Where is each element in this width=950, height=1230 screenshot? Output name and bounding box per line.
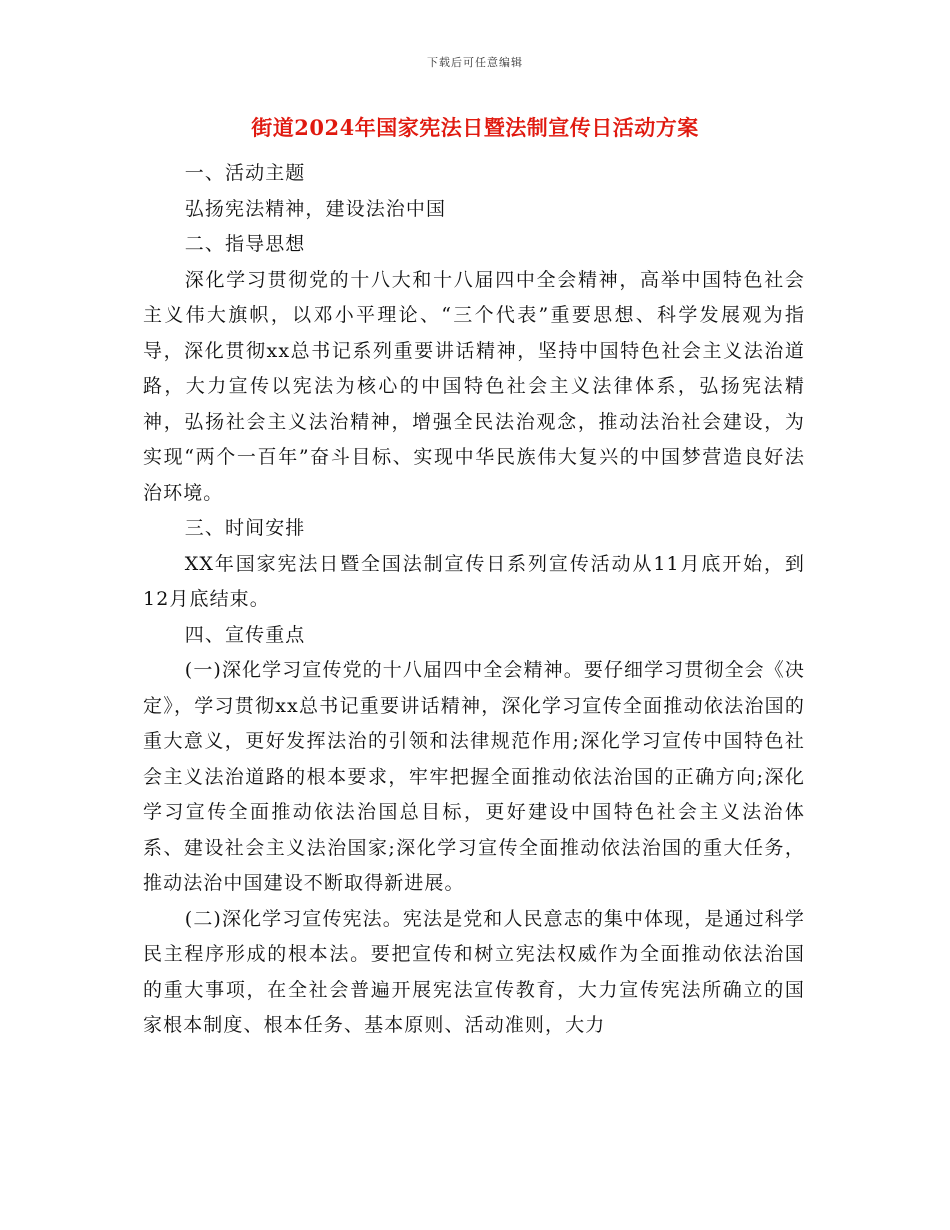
section-heading-guiding-ideology: 二、指导思想 [184, 233, 306, 255]
section-heading-schedule: 三、时间安排 [184, 517, 306, 539]
paragraph-guiding-ideology: 深化学习贯彻党的十八大和十八届四中全会精神，高举中国特色社会主义伟大旗帜，以邓小平理论、“三个代表”重要思想、科学发展观为指导，深化贯彻xx总书记系列重要讲话精神，坚持中国特色社会主义法治道路，大力宣传以宪法为核心的中国特色社会主义法律体系，弘扬宪法精神，弘扬社会主义法治精神，增强全民法治观念，推动法治社会建设，为实现“两个一百年”奋斗目标、实现中华民族伟大复兴的中国梦营造良好法治环境。 [143, 268, 805, 504]
paragraph-schedule: XX年国家宪法日暨全国法制宣传日系列宣传活动从11月底开始，到12月底结束。 [143, 552, 805, 610]
document-body [143, 156, 805, 1044]
paragraph-focus-2: (二)深化学习宣传宪法。宪法是党和人民意志的集中体现，是通过科学民主程序形成的根本法。要把宣传和树立宪法权威作为全面推动依法治国的重大事项，在全社会普遍开展宪法宣传教育，大力宣传宪法所确立的国家根本制度、根本任务、基本原则、活动准则，大力 [143, 907, 805, 1036]
paragraph-focus-1: (一)深化学习宣传党的十八届四中全会精神。要仔细学习贯彻全会《决定》，学习贯彻xx总书记重要讲话精神，深化学习宣传全面推动依法治国的重大意义，更好发挥法治的引领和法律规范作用;深化学习宣传中国特色社会主义法治道路的根本要求，牢牢把握全面推动依法治国的正确方向;深化学习宣传全面推动依法治国总目标，更好建设中国特色社会主义法治体系、建设社会主义法治国家;深化学习宣传全面推动依法治国的重大任务，推动法治中国建设不断取得新进展。 [143, 659, 805, 894]
section-heading-theme: 一、活动主题 [184, 162, 306, 184]
header-note: 下载后可任意编辑 [427, 56, 523, 69]
section-heading-focus: 四、宣传重点 [184, 623, 306, 646]
paragraph-theme: 弘扬宪法精神，建设法治中国 [184, 197, 447, 220]
document-title: 街道2024年国家宪法日暨法制宣传日活动方案 [251, 115, 699, 140]
